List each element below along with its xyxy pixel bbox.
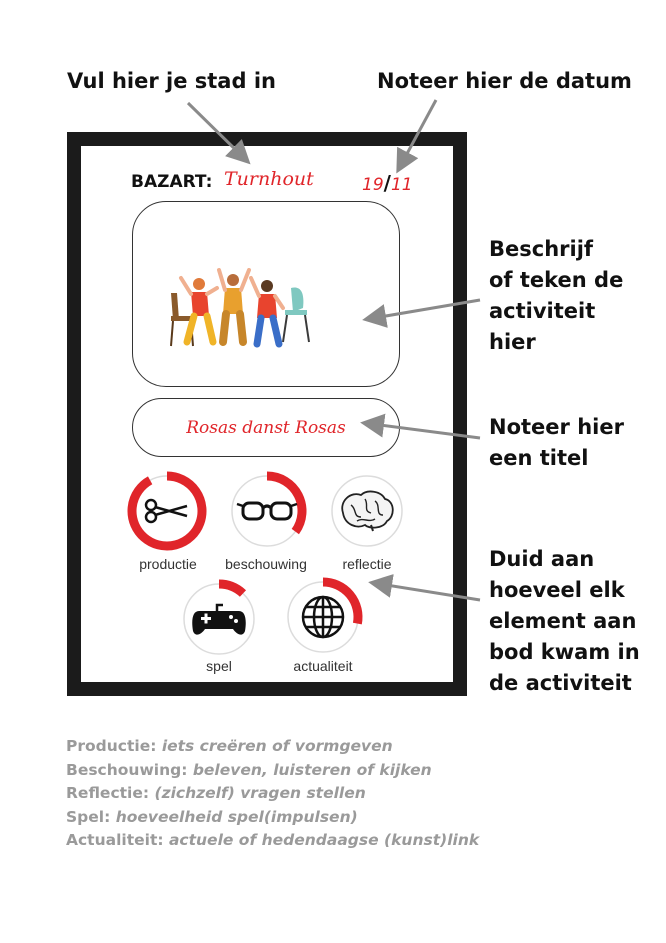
legend-desc: iets creëren of vormgeven [161,737,393,755]
activity-title: Rosas danst Rosas [186,417,346,438]
legend-term: Actualiteit: [66,831,164,849]
bazart-label: BAZART: [131,172,213,192]
dancer-1-icon [181,278,217,342]
activity-drawing-box[interactable] [132,201,400,387]
legend-row [66,782,479,806]
date-month: 11 [390,175,413,195]
annotation-level [489,544,664,699]
date-day: 19 [362,175,384,195]
annotation-line: bod kwam in [489,640,640,664]
annotation-line: Noteer hier [489,415,624,439]
legend-desc: (zichzelf) vragen stellen [154,784,366,802]
dancer-3-icon [251,278,283,344]
legend-term: Reflectie: [66,784,150,802]
annotation-line: element aan [489,609,637,633]
city-field[interactable]: Turnhout [224,168,314,190]
annotation-title [489,412,664,474]
title-box[interactable] [132,398,400,457]
gauge-label-spel: spel [206,658,232,674]
annotation-line: of teken de [489,268,624,292]
annotation-line: een titel [489,446,589,470]
annotation-line: de activiteit [489,671,632,695]
legend-row [66,735,479,759]
gauge-spel[interactable] [178,578,260,660]
annotation-line: hoeveel elk [489,578,625,602]
legend [66,735,479,853]
gauge-reflectie[interactable] [326,470,408,552]
annotation-date: Noteer hier de datum [377,69,632,93]
gauge-productie[interactable] [126,470,208,552]
legend-desc: hoeveelheid spel(impulsen) [115,807,358,826]
annotation-line: hier [489,330,536,354]
annotation-line: Beschrijf [489,237,594,261]
annotation-line: activiteit [489,299,596,323]
legend-row [66,829,479,853]
date-separator: / [383,171,391,195]
annotation-line: Duid aan [489,547,595,571]
dancers-illustration [163,268,313,358]
legend-term: Beschouwing: [66,760,188,779]
legend-desc: actuele of hedendaagse (kunst)link [168,831,480,849]
dancer-2-icon [219,270,249,342]
gauge-beschouwing[interactable] [226,470,308,552]
legend-row [66,806,479,830]
gauge-label-productie: productie [139,556,197,572]
legend-row [66,759,479,783]
gauge-label-actualiteit: actualiteit [293,658,353,674]
date-field[interactable] [362,171,413,195]
gauge-actualiteit[interactable] [282,576,364,658]
legend-desc: beleven, luisteren of kijken [192,760,432,779]
legend-term: Spel: [66,807,111,826]
chair-icon [283,288,309,342]
annotation-city: Vul hier je stad in [67,69,276,93]
legend-term: Productie: [66,737,157,755]
annotation-activity [489,234,664,358]
globe-icon [303,597,343,637]
gauge-label-reflectie: reflectie [342,556,392,572]
gauge-label-beschouwing: beschouwing [225,556,307,572]
